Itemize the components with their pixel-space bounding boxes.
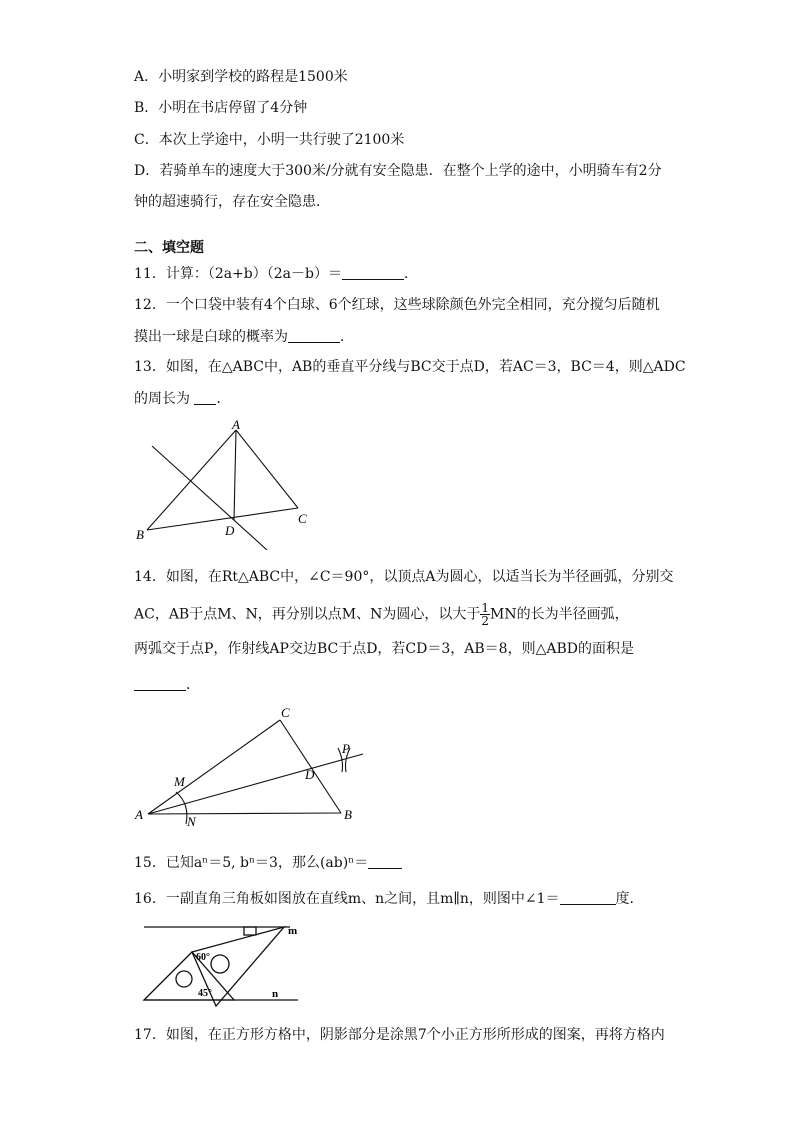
answer-blank[interactable] — [560, 890, 616, 905]
label-n: n — [272, 988, 279, 1000]
label-a: A — [135, 807, 143, 822]
triangle-45 — [144, 952, 234, 1000]
label-c: C — [281, 705, 290, 720]
label-m: M — [174, 774, 185, 789]
section-title: 二、填空题 — [134, 240, 204, 256]
q13-text: 的周长为 — [134, 391, 195, 407]
q14-suffix: ． — [186, 677, 200, 693]
perpendicular-bisector — [152, 446, 267, 550]
q11-text: 11．计算：（2a+b）（2a－b）＝ — [134, 266, 342, 282]
q16-suffix: 度． — [615, 891, 644, 907]
segment-ad — [234, 430, 236, 520]
question-13-line1: 13．如图，在△ABC中，AB的垂直平分线与BC交于点D，若AC＝3，BC＝4，则△ADC — [134, 359, 686, 375]
option-b: B．小明在书店停留了4分钟 — [134, 100, 308, 116]
answer-blank[interactable] — [368, 854, 402, 869]
side-ab — [148, 813, 341, 814]
question-14-line4 — [134, 676, 200, 694]
figure-14 — [130, 700, 370, 830]
q14-line2-prefix: AC，AB于点M、N，再分别以点M、N为圆心，以大于 — [134, 606, 481, 623]
label-m: m — [288, 925, 298, 937]
question-14-line2 — [134, 602, 629, 627]
question-14-line1: 14．如图，在Rt△ABC中，∠C＝90°，以顶点A为圆心，以适当长为半径画弧，分别交 — [134, 569, 674, 585]
side-ab — [147, 430, 236, 530]
q11-suffix: ． — [403, 266, 418, 282]
question-15 — [134, 854, 402, 872]
figure-16 — [138, 920, 318, 1008]
question-13-line2 — [134, 390, 230, 408]
label-p: P — [342, 741, 350, 756]
answer-blank[interactable] — [134, 676, 186, 691]
q16-text: 16．一副直角三角板如图放在直线m、n之间，且m∥n，则图中∠1＝ — [134, 891, 560, 907]
q12-text: 摸出一球是白球的概率为 — [134, 329, 288, 345]
label-b: B — [136, 527, 144, 542]
q13-suffix: ． — [216, 391, 231, 407]
question-12-line2 — [134, 328, 354, 346]
side-ac — [236, 430, 298, 508]
triangle-hole — [211, 955, 229, 973]
option-a: A．小明家到学校的路程是1500米 — [134, 69, 348, 85]
answer-blank[interactable] — [288, 328, 340, 343]
right-angle-mark — [244, 927, 256, 935]
label-a: A — [232, 418, 240, 432]
answer-blank[interactable] — [342, 265, 404, 280]
q12-suffix: ． — [340, 329, 354, 345]
q14-line2-suffix: MN的长为半径画弧， — [490, 606, 629, 623]
question-14-line3: 两弧交于点P，作射线AP交边BC于点D，若CD＝3，AB＝8，则△ABD的面积是 — [134, 641, 634, 657]
label-45-degrees: 45° — [198, 988, 212, 999]
question-16 — [134, 890, 644, 908]
question-17-line1: 17．如图，在正方形方格中，阴影部分是涂黑7个小正方形所形成的图案，再将方格内 — [134, 1027, 665, 1043]
q15-text: 15．已知aⁿ＝5, bⁿ＝3，那么(ab)ⁿ＝ — [134, 855, 369, 871]
triangle-hole — [176, 971, 192, 987]
answer-blank[interactable] — [194, 390, 216, 405]
fraction-one-half — [480, 602, 490, 627]
label-b: B — [344, 807, 352, 822]
label-n: N — [187, 814, 196, 829]
option-d-line1: D．若骑单车的速度大于300米/分就有安全隐患．在整个上学的途中，小明骑车有2分 — [134, 163, 662, 179]
side-bc — [147, 508, 298, 530]
label-c: C — [298, 511, 307, 526]
label-60-degrees: 60° — [196, 952, 210, 963]
option-c: C．本次上学途中，小明一共行驶了2100米 — [134, 132, 405, 148]
figure-13 — [130, 418, 320, 550]
question-11 — [134, 265, 418, 283]
label-d: D — [225, 523, 235, 538]
fraction-denominator: 2 — [481, 614, 490, 628]
question-12-line1: 12．一个口袋中装有4个白球、6个红球，这些球除颜色外完全相同，充分搅匀后随机 — [134, 297, 660, 313]
fraction-numerator: 1 — [481, 601, 490, 615]
arc-mn — [176, 792, 187, 824]
option-d-line2: 钟的超速骑行，存在安全隐患． — [134, 194, 330, 210]
side-ac — [148, 720, 280, 814]
label-d: D — [305, 767, 315, 782]
